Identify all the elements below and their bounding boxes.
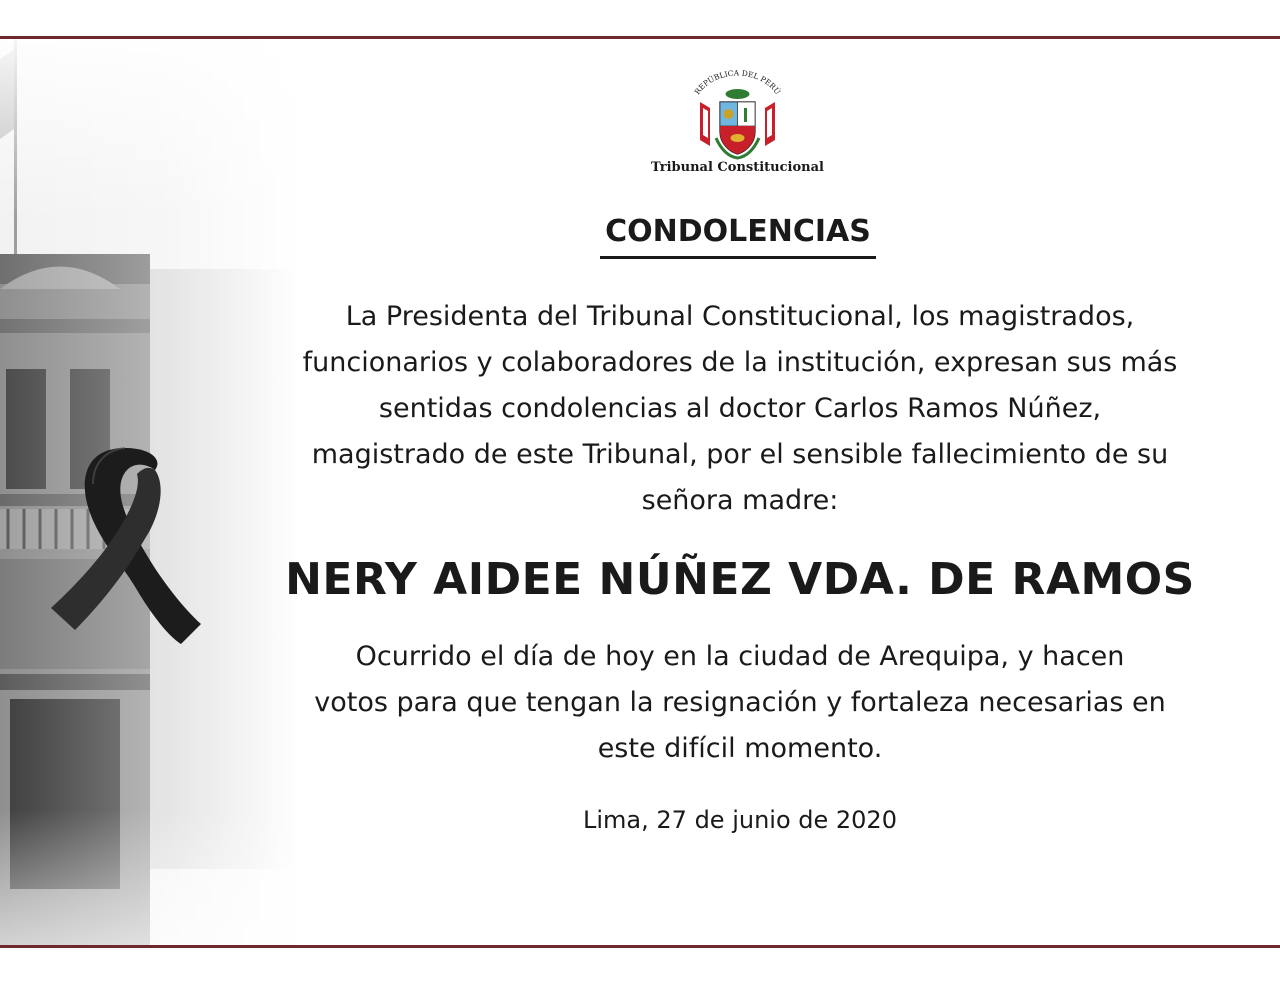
closing-paragraph [240, 634, 1240, 772]
paragraph-line: este difícil momento. [597, 733, 883, 764]
paragraph-line: señora madre: [641, 485, 839, 516]
paragraph-line: votos para que tengan la resignación y fortaleza necesarias en [314, 687, 1166, 718]
paragraph-line: magistrado de este Tribunal, por el sensible fallecimiento de su [311, 439, 1169, 470]
paragraph-line: Ocurrido el día de hoy en la ciudad de Arequipa, y hacen [355, 641, 1125, 672]
crest-arc-text: REPÚBLICA DEL PERÚ [692, 68, 783, 97]
paragraph-line: La Presidenta del Tribunal Constitucional, los magistrados, [345, 301, 1135, 332]
bottom-border-rule [0, 945, 1280, 948]
paragraph-line: sentidas condolencias al doctor Carlos Ramos Núñez, [378, 393, 1102, 424]
place-date-line: Lima, 27 de junio de 2020 [583, 806, 897, 834]
paragraph-line: funcionarios y colaboradores de la institución, expresan sus más [302, 347, 1178, 378]
crest-logo [650, 68, 825, 178]
deceased-name: NERY AIDEE NÚÑEZ VDA. DE RAMOS [285, 554, 1195, 605]
crest-institution-label: Tribunal Constitucional [651, 160, 824, 175]
notice-heading: CONDOLENCIAS [600, 212, 876, 259]
mourning-ribbon-icon [45, 440, 205, 650]
condolence-paragraph [240, 294, 1240, 524]
